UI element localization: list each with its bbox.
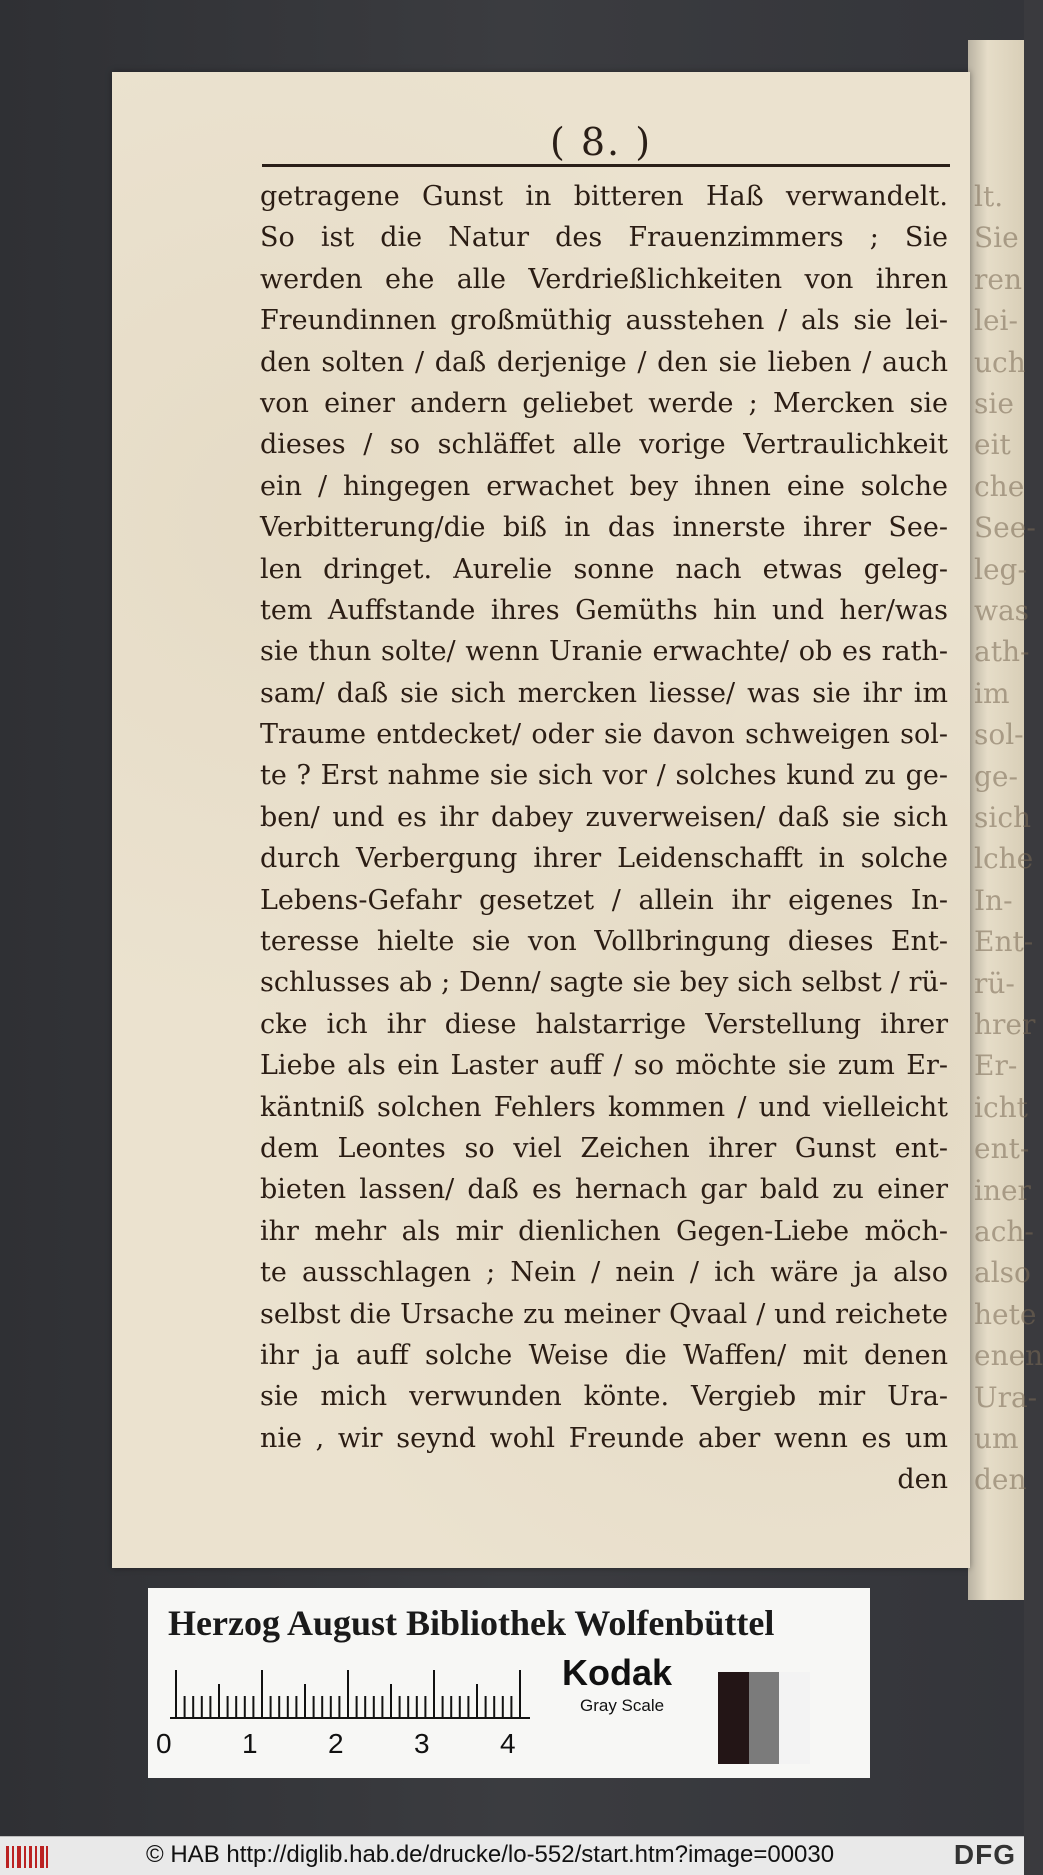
- text-line: Verbitterung/die biß in das innerste ihrer See-: [260, 512, 948, 544]
- next-page-fragment: icht: [974, 1090, 1028, 1124]
- text-line: te ? Erst nahme sie sich vor / solches kund zu ge-: [260, 760, 948, 792]
- library-name: Herzog August Bibliothek Wolfenbüttel: [168, 1603, 775, 1643]
- text-line: selbst die Ursache zu meiner Qvaal / und reichete: [260, 1298, 948, 1330]
- page-text: [260, 176, 948, 1501]
- ruler-labels: [156, 1728, 536, 1762]
- next-page-fragment: Er-: [974, 1049, 1018, 1083]
- text-line: durch Verbergung ihrer Leidenschafft in solche: [260, 843, 948, 875]
- text-line: käntniß solchen Fehlers kommen / und vielleicht: [260, 1091, 948, 1123]
- next-page-fragment: um: [974, 1422, 1019, 1455]
- text-line: cke ich ihr diese halstarrige Verstellung ihrer: [260, 1008, 948, 1040]
- next-page-fragment: ren: [974, 262, 1022, 296]
- color-calibration-card: [148, 1588, 870, 1778]
- next-page-fragment: also: [974, 1256, 1031, 1290]
- next-page-fragment: che: [974, 469, 1025, 503]
- page-number: ( 8. ): [549, 120, 653, 164]
- text-line: Freundinnen großmüthig ausstehen / als sie lei-: [260, 305, 948, 337]
- text-line: von einer andern geliebet werde ; Mercken sie: [260, 387, 948, 419]
- text-line: ihr mehr als mir dienlichen Gegen-Liebe möch-: [260, 1215, 948, 1247]
- next-page-fragment: ach-: [974, 1215, 1034, 1248]
- ruler-label: 1: [242, 1728, 258, 1759]
- text-line: ihr ja auff solche Weise die Waffen/ mit denen: [260, 1339, 948, 1371]
- text-line: bieten lassen/ daß es hernach gar bald zu einer: [260, 1174, 948, 1206]
- dfg-logo: DFG: [953, 1839, 1016, 1870]
- next-page-fragment: ge-: [974, 759, 1018, 793]
- text-line: len dringet. Aurelie sonne nach etwas geleg-: [260, 553, 948, 585]
- next-page-fragment: lt.: [974, 180, 1004, 213]
- next-page-fragment: ath-: [974, 635, 1030, 669]
- next-page-fragment: ent-: [974, 1132, 1030, 1166]
- text-line: getragene Gunst in bitteren Haß verwandelt.: [260, 181, 948, 212]
- ruler-scale: [170, 1670, 530, 1720]
- book-page: [112, 72, 970, 1568]
- next-page-fragment: In-: [974, 883, 1013, 917]
- text-line: sie mich verwunden könte. Vergieb mir Ura-: [260, 1381, 948, 1413]
- next-page-fragment: Ent-: [974, 925, 1034, 959]
- ruler-label: 4: [500, 1728, 516, 1759]
- next-page-fragment: lche: [974, 842, 1034, 876]
- next-page-fragment: iner: [974, 1173, 1031, 1207]
- next-page-fragment: hrer: [974, 1008, 1036, 1041]
- text-line: teresse hielte sie von Vollbringung dieses Ent-: [260, 926, 948, 958]
- source-link[interactable]: © HAB http://diglib.hab.de/drucke/lo-552/start.htm?image=00030: [146, 1841, 835, 1868]
- text-line: den solten / daß derjenige / den sie lieben / auch: [260, 346, 948, 378]
- text-line: ben/ und es ihr dabey zuverweisen/ daß sie sich: [260, 801, 948, 833]
- next-page-fragment: sol-: [974, 718, 1024, 752]
- ruler-label: 0: [156, 1728, 172, 1759]
- gray-scale-label: Gray Scale: [580, 1696, 665, 1715]
- text-line: Liebe als ein Laster auff / so möchte sie zum Er-: [260, 1050, 948, 1082]
- text-line: den: [897, 1464, 948, 1496]
- text-line: sie thun solte/ wenn Uranie erwachte/ ob es rath-: [260, 636, 948, 668]
- next-page-fragment: hete: [974, 1297, 1037, 1331]
- next-page-fragment: den: [974, 1463, 1027, 1497]
- gray-swatch: [779, 1672, 810, 1764]
- gray-swatches: [718, 1672, 810, 1764]
- next-page-fragment: eit: [974, 428, 1011, 462]
- footer-bar: [0, 1836, 1024, 1875]
- gray-swatch: [749, 1672, 780, 1764]
- header-rule: [262, 164, 950, 167]
- next-page-fragment: leg-: [974, 552, 1027, 586]
- next-page-fragment: sie: [974, 387, 1014, 420]
- next-page-fragment: rü-: [974, 966, 1015, 1000]
- next-page-fragment: uch: [974, 345, 1026, 379]
- text-line: tem Auffstande ihres Gemüths hin und her/was: [260, 594, 948, 626]
- hab-barcode-icon: [6, 1846, 48, 1868]
- next-page-fragment: Sie: [974, 221, 1019, 255]
- next-page-fragment: enen: [974, 1339, 1043, 1373]
- text-line: sam/ daß sie sich mercken liesse/ was sie ihr im: [260, 677, 948, 709]
- next-page-fragment: lei-: [974, 304, 1018, 338]
- text-line: nie , wir seynd wohl Freunde aber wenn es um: [260, 1422, 948, 1454]
- gray-swatch: [718, 1672, 749, 1764]
- ruler-label: 2: [328, 1728, 344, 1759]
- text-line: werden ehe alle Verdrießlichkeiten von ihren: [260, 263, 948, 295]
- text-line: dieses / so schläffet alle vorige Vertraulichkeit: [260, 429, 948, 461]
- text-line: Traume entdecket/ oder sie davon schweigen sol-: [260, 719, 948, 751]
- next-page-fragment: was: [974, 594, 1030, 627]
- text-line: ein / hingegen erwachet bey ihnen eine solche: [260, 470, 948, 502]
- text-line: Lebens-Gefahr gesetzet / allein ihr eigenes In-: [260, 884, 948, 916]
- next-page-fragment: See-: [974, 511, 1036, 545]
- text-line: schlusses ab ; Denn/ sagte sie bey sich selbst / rü-: [260, 967, 948, 999]
- next-page-fragment: im: [974, 676, 1010, 710]
- text-line: So ist die Natur des Frauenzimmers ; Sie: [260, 222, 948, 254]
- ruler-label: 3: [414, 1728, 430, 1759]
- text-line: dem Leontes so viel Zeichen ihrer Gunst ent-: [260, 1132, 948, 1164]
- next-page-edge: [968, 40, 1043, 1600]
- next-page-fragment: sich: [974, 801, 1032, 834]
- kodak-logo: Kodak: [562, 1652, 673, 1693]
- next-page-fragment: Ura-: [974, 1380, 1038, 1414]
- text-line: te ausschlagen ; Nein / nein / ich wäre ja also: [260, 1257, 948, 1289]
